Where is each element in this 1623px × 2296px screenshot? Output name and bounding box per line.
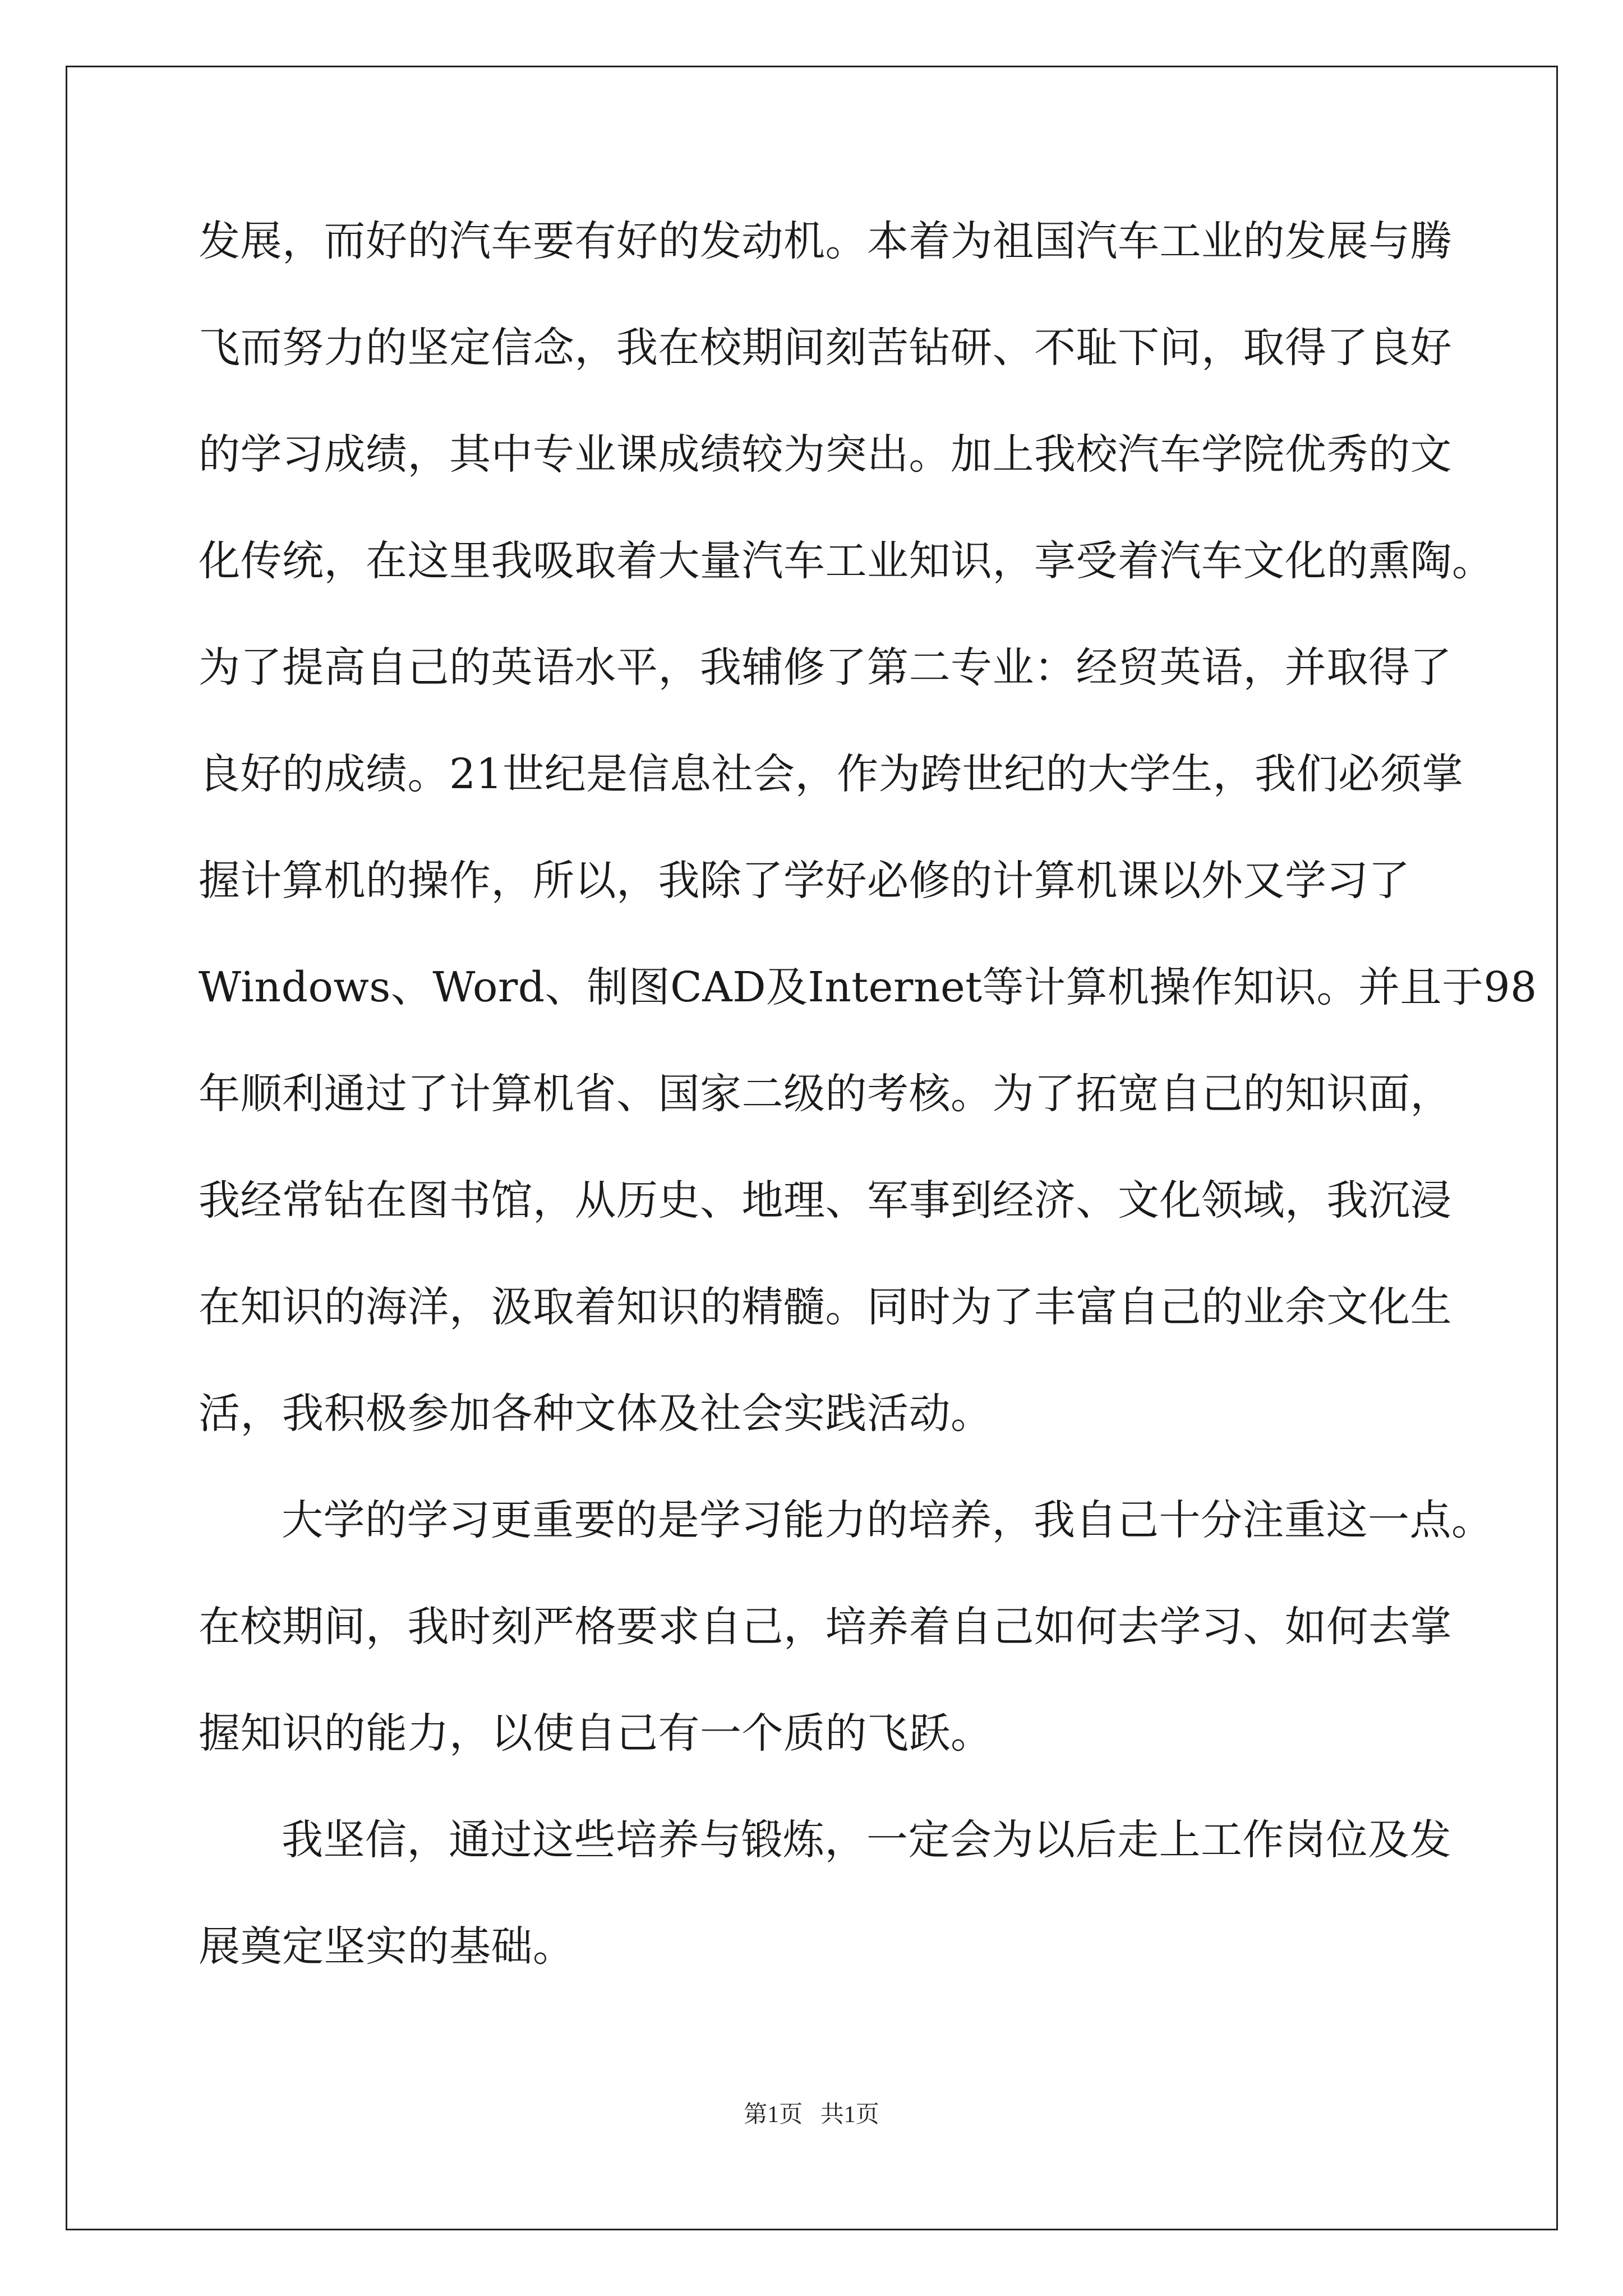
text-line: Windows、Word、制图CAD及Internet等计算机操作知识。并且于98 (199, 963, 1537, 1011)
page-border (66, 66, 1558, 2230)
text-line: 发展，而好的汽车要有好的发动机。本着为祖国汽车工业的发展与腾 (199, 217, 1452, 265)
text-line: 在校期间，我时刻严格要求自己，培养着自己如何去学习、如何去掌 (199, 1603, 1452, 1651)
text-line: 展奠定坚实的基础。 (199, 1922, 575, 1971)
paragraph-first-line: 我坚信，通过这些培养与锻炼，一定会为以后走上工作岗位及发 (282, 1816, 1451, 1864)
text-line: 我经常钻在图书馆，从历史、地理、军事到经济、文化领域，我沉浸 (199, 1176, 1452, 1225)
text-line: 年顺利通过了计算机省、国家二级的考核。为了拓宽自己的知识面， (199, 1070, 1452, 1118)
text-line: 握计算机的操作，所以，我除了学好必修的计算机课以外又学习了 (199, 857, 1410, 905)
text-line: 化传统，在这里我吸取着大量汽车工业知识，享受着汽车文化的熏陶。 (199, 537, 1494, 585)
text-line: 在知识的海洋，汲取着知识的精髓。同时为了丰富自己的业余文化生 (199, 1283, 1452, 1331)
text-line: 活，我积极参加各种文体及社会实践活动。 (199, 1389, 993, 1438)
text-line: 为了提高自己的英语水平，我辅修了第二专业：经贸英语，并取得了 (199, 643, 1452, 692)
text-line: 的学习成绩，其中专业课成绩较为突出。加上我校汽车学院优秀的文 (199, 430, 1452, 478)
paragraph-first-line: 大学的学习更重要的是学习能力的培养，我自己十分注重这一点。 (282, 1496, 1493, 1544)
page-number-footer: 第1页 共1页 (744, 2102, 879, 2128)
text-line: 握知识的能力，以使自己有一个质的飞跃。 (199, 1709, 993, 1757)
text-line: 良好的成绩。21世纪是信息社会，作为跨世纪的大学生，我们必须掌 (199, 750, 1464, 798)
text-line: 飞而努力的坚定信念，我在校期间刻苦钻研、不耻下问，取得了良好 (199, 324, 1452, 372)
